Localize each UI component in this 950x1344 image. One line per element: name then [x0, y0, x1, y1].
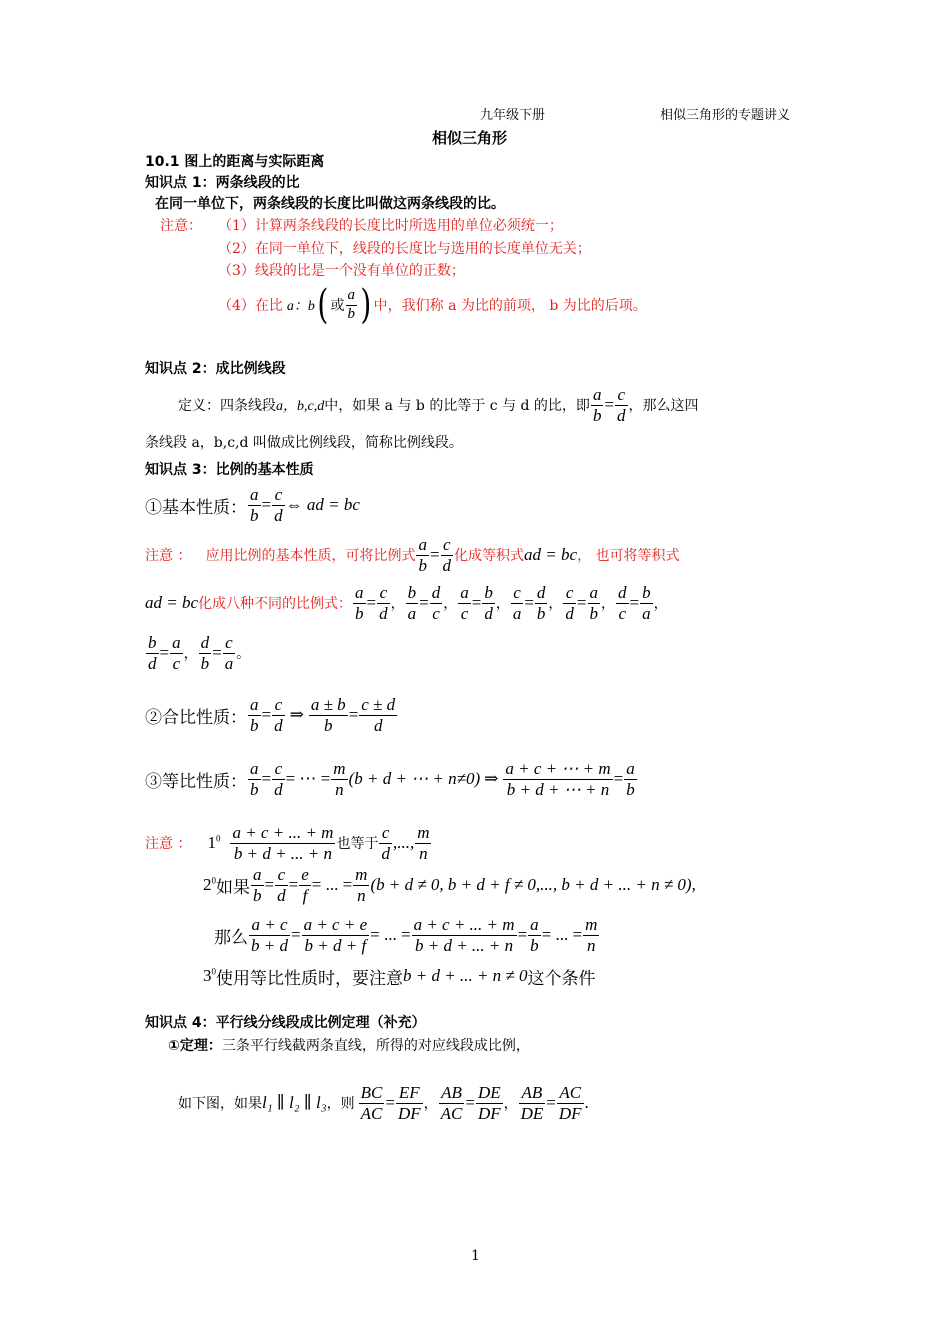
- note-2: $2^0$ 如果 $\frac{a}{b}$ = $\frac{c}{d}$ = $\frac{e}{f}$ = ... = $\frac{m}{n}$ (b + d ≠ 0, b + d + f ≠ 0,..., b + d + ... + n ≠ 0),: [203, 864, 696, 905]
- header-grade: 九年级下册: [480, 108, 546, 123]
- kp1-note-3: （3）线段的比是一个没有单位的正数；: [218, 263, 465, 279]
- note-1-label: 注意 ：: [145, 836, 192, 852]
- def-post: ，那么这四: [628, 398, 699, 414]
- combined-ratio-property: ②合比性质： $\frac{a}{b}$ = $\frac{c}{d}$ ⇒ $\frac{a \pm b}{b}$ = $\frac{c \pm d}{d}$: [145, 694, 396, 735]
- note4-suffix: 中，我们称 a 为比的前项， b 为比的后项。: [373, 298, 647, 314]
- def-mid: 中，如果 a 与 b 的比等于 c 与 d 的比，即: [324, 398, 590, 414]
- note-2-if: 如果: [216, 877, 250, 897]
- parallel-lines: l₁ ∥ l₂ ∥ l₃: [262, 1093, 327, 1112]
- kp2-heading: 知识点 2：成比例线段: [145, 361, 286, 377]
- note4-prefix: （4）在比: [218, 298, 283, 314]
- theorem-label: ①定理：: [168, 1038, 222, 1054]
- example-then: ，则: [326, 1096, 355, 1112]
- kp1-body: 在同一单位下，两条线段的长度比叫做这两条线段的比。: [155, 196, 505, 212]
- left-paren-icon: (: [317, 282, 329, 328]
- kp3-note-line2: ad = bc 化成八种不同的比例式： $\frac{a}{b}$ = $\frac{c}{d}$ ， $\frac{b}{a}$ = $\frac{d}{c}$ ， $\frac{a}{c}$ = $\frac{b}{d}$ ， $\frac{c}{a}$ = $\frac{d}{b}$ ， $\frac{c}{d}$ = $\frac{a}{b}$ ， $\frac{d}{c}$ = $\frac{b}{a}$ ，: [145, 582, 668, 623]
- theorem-text: 三条平行线截两条直线，所得的对应线段成比例，: [221, 1038, 530, 1054]
- kp1-note-label: 注意：: [160, 218, 202, 234]
- example-pre: 如下图，如果: [178, 1096, 262, 1112]
- kp1-heading: 知识点 1：两条线段的比: [145, 175, 300, 191]
- note-3-suffix: 这个条件: [527, 968, 596, 988]
- fraction-a-over-b: $\frac{a}{b}$: [347, 287, 356, 322]
- note-line1-post: ， 也可将等积式: [577, 548, 680, 564]
- right-paren-icon: ): [360, 282, 372, 328]
- note-2-then: 那么 $\frac{a + c}{b + d}$ = $\frac{a + c + e}{b + d + f}$ = ... = $\frac{a + c + ... + m}{b + d + ... + n}$ = $\frac{a}{b}$ = ... = $\frac{m}{n}$: [214, 914, 598, 955]
- def-pre: 定义：四条线段: [178, 398, 276, 414]
- kp1-note-4: [218, 282, 647, 328]
- note-line2-pre: ad = bc: [145, 593, 199, 612]
- kp4-example: 如下图，如果 l₁ ∥ l₂ ∥ l₃ ，则 $\frac{BC}{AC}$ = $\frac{EF}{DF}$ ， $\frac{AB}{AC}$ = $\frac{DE}{DF}$ ， $\frac{AB}{DE}$ = $\frac{AC}{DF}$ .: [178, 1082, 589, 1123]
- page-title: 相似三角形: [432, 129, 508, 147]
- note-line1-prod: ad = bc: [524, 545, 578, 564]
- p1-result: ⇔ ad = bc: [285, 495, 360, 514]
- section-heading: 10.1 图上的距离与实际距离: [145, 154, 325, 170]
- header-course: 相似三角形的专题讲义: [660, 108, 791, 123]
- kp2-definition-line1: 定义：四条线段 a，b,c,d 中，如果 a 与 b 的比等于 c 与 d 的比，即 $\frac{a}{b}$ = $\frac{c}{d}$ ，那么这四: [178, 384, 699, 425]
- equal-ratio-property: ③等比性质： $\frac{a}{b}$ = $\frac{c}{d}$ = ⋯ = $\frac{m}{n}$ (b + d + ⋯ + n≠0) ⇒ $\frac{a + c + \cdots + m}{b + d + \cdots + n}$ = $\frac{a}{b}$: [145, 758, 635, 799]
- note4-or: 或: [330, 298, 345, 314]
- kp3-note-line3: $\frac{b}{d}$ = $\frac{a}{c}$ ， $\frac{d}{b}$ = $\frac{c}{a}$ 。: [148, 632, 251, 673]
- note-3-text: 使用等比性质时，要注意: [216, 968, 403, 988]
- kp2-definition-line2: 条线段 a，b,c,d 叫做成比例线段，简称比例线段。: [145, 435, 463, 451]
- note-2-cond: (b + d ≠ 0, b + d + f ≠ 0,..., b + d + ... + n ≠ 0),: [370, 875, 696, 894]
- kp4-theorem: [168, 1035, 530, 1055]
- def-vars: a，b,c,d: [276, 399, 325, 414]
- note-1-also: 也等于: [336, 836, 379, 852]
- p3-cond: (b + d + ⋯ + n≠0): [348, 769, 481, 788]
- fraction-a-over-b: $\frac{a}{b}$: [592, 384, 602, 425]
- p3-label: ③等比性质：: [145, 771, 247, 792]
- p2-label: ②合比性质：: [145, 707, 247, 728]
- fraction-c-over-d: $\frac{c}{d}$: [617, 384, 626, 425]
- kp1-note-2: （2）在同一单位下，线段的长度比与选用的长度单位无关；: [218, 241, 591, 257]
- kp3-heading: 知识点 3：比例的基本性质: [145, 462, 314, 478]
- kp4-heading: 知识点 4：平行线分线段成比例定理（补充）: [145, 1015, 426, 1031]
- kp1-note-1: （1）计算两条线段的长度比时所选用的单位必须统一；: [218, 218, 563, 234]
- note4-ratio: a：b: [286, 299, 315, 314]
- note-1: 注意 ： $1^0$ $\frac{a + c + ... + m}{b + d + ... + n}$ 也等于 $\frac{c}{d}$ ,..., $\frac{m}{n}$: [145, 822, 430, 863]
- note-3-cond: b + d + ... + n ≠ 0: [403, 966, 528, 985]
- basic-property: ①基本性质： $\frac{a}{b}$ = $\frac{c}{d}$ ⇔ ad = bc: [145, 484, 360, 525]
- note-1-index: 1: [207, 833, 216, 852]
- note-line2-text: 化成八种不同的比例式：: [198, 596, 353, 612]
- note-3: $3^0$ 使用等比性质时，要注意 b + d + ... + n ≠ 0 这个条件: [203, 964, 596, 988]
- kp3-note-line1: 注意 ： 应用比例的基本性质，可将比例式 $\frac{a}{b}$ = $\frac{c}{d}$ 化成等积式 ad = bc ， 也可将等积式: [145, 534, 680, 575]
- p1-label: ①基本性质：: [145, 497, 247, 518]
- kp3-note-label: 注意 ：: [145, 548, 192, 564]
- note-2-then-label: 那么: [214, 927, 248, 947]
- page-number: 1: [471, 1248, 480, 1264]
- note-line1-pre: 应用比例的基本性质，可将比例式: [205, 548, 416, 564]
- note-line1-mid: 化成等积式: [454, 548, 525, 564]
